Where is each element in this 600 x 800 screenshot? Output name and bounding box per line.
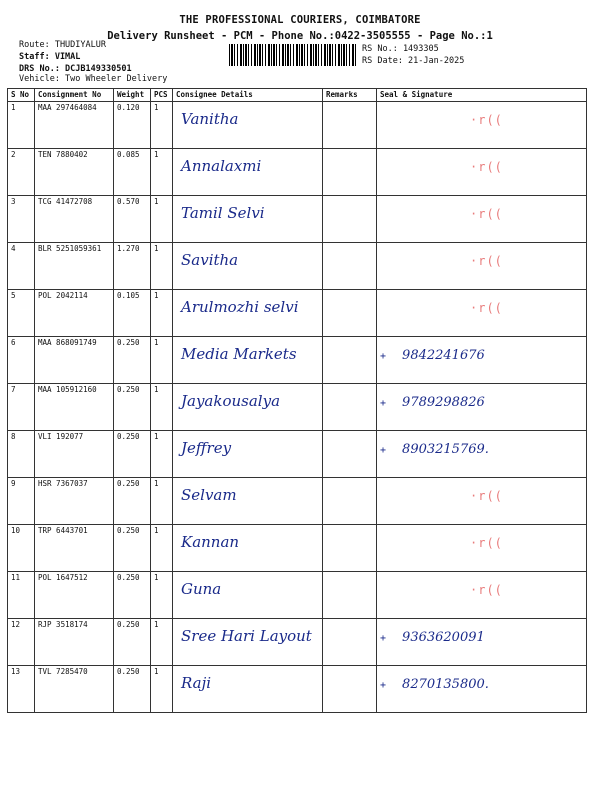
consignee-cell: Guna (173, 572, 323, 619)
staff-label: Staff: VIMAL (19, 52, 81, 62)
remarks-cell (323, 478, 377, 525)
seal-cell (377, 666, 587, 713)
col-seal: Seal & Signature (377, 89, 587, 102)
sno-cell: 10 (8, 525, 35, 572)
signature-phone: 8270135800. (402, 677, 489, 692)
col-consignee: Consignee Details (173, 89, 323, 102)
table-row (8, 619, 587, 666)
consignee-cell: Kannan (173, 525, 323, 572)
sno-cell: 4 (8, 243, 35, 290)
consignment-cell: MAA 297464084 (35, 102, 114, 149)
remarks-cell (323, 619, 377, 666)
tick-mark-icon: + (380, 445, 393, 456)
seal-stamp: ·r(( (470, 301, 503, 315)
seal-cell (377, 337, 587, 384)
sno-cell: 8 (8, 431, 35, 478)
table-row (8, 384, 587, 431)
seal-cell (377, 525, 587, 572)
pcs-cell: 1 (151, 431, 173, 478)
weight-cell: 0.250 (114, 384, 151, 431)
runsheet-table (7, 88, 587, 713)
table-row (8, 572, 587, 619)
table-row (8, 102, 587, 149)
pcs-cell: 1 (151, 478, 173, 525)
weight-cell: 0.250 (114, 478, 151, 525)
consignee-cell: Jeffrey (173, 431, 323, 478)
consignee-cell: Vanitha (173, 102, 323, 149)
seal-cell (377, 196, 587, 243)
consignment-cell: POL 1647512 (35, 572, 114, 619)
drs-number: DRS No.: DCJB149330501 (19, 64, 132, 74)
seal-stamp: ·r(( (470, 254, 503, 268)
seal-stamp: ·r(( (470, 536, 503, 550)
seal-stamp: ·r(( (470, 583, 503, 597)
pcs-cell: 1 (151, 525, 173, 572)
consignee-cell: Raji (173, 666, 323, 713)
table-row (8, 666, 587, 713)
weight-cell: 1.270 (114, 243, 151, 290)
table-header-row (8, 89, 587, 102)
table-row (8, 149, 587, 196)
table-row (8, 431, 587, 478)
seal-stamp: ·r(( (470, 160, 503, 174)
weight-cell: 0.085 (114, 149, 151, 196)
consignee-cell: Selvam (173, 478, 323, 525)
pcs-cell: 1 (151, 243, 173, 290)
barcode-image (229, 44, 356, 66)
seal-cell (377, 149, 587, 196)
pcs-cell: 1 (151, 572, 173, 619)
seal-cell (377, 572, 587, 619)
table-row (8, 196, 587, 243)
consignment-cell: MAA 868091749 (35, 337, 114, 384)
signature-phone: 9842241676 (402, 348, 485, 363)
weight-cell: 0.250 (114, 572, 151, 619)
seal-cell (377, 384, 587, 431)
weight-cell: 0.570 (114, 196, 151, 243)
pcs-cell: 1 (151, 666, 173, 713)
col-weight: Weight (114, 89, 151, 102)
seal-cell (377, 478, 587, 525)
weight-cell: 0.250 (114, 431, 151, 478)
col-sno: S No (8, 89, 35, 102)
consignment-cell: TCG 41472708 (35, 196, 114, 243)
sno-cell: 2 (8, 149, 35, 196)
sno-cell: 11 (8, 572, 35, 619)
remarks-cell (323, 525, 377, 572)
signature-phone: 8903215769. (402, 442, 489, 457)
col-consignment: Consignment No (35, 89, 114, 102)
sno-cell: 6 (8, 337, 35, 384)
table-row (8, 478, 587, 525)
col-remarks: Remarks (323, 89, 377, 102)
tick-mark-icon: + (380, 680, 393, 691)
sno-cell: 3 (8, 196, 35, 243)
vehicle-label: Vehicle: Two Wheeler Delivery (19, 74, 168, 84)
sno-cell: 13 (8, 666, 35, 713)
rs-number: RS No.: 1493305 (362, 44, 439, 54)
weight-cell: 0.250 (114, 337, 151, 384)
weight-cell: 0.105 (114, 290, 151, 337)
table-row (8, 525, 587, 572)
pcs-cell: 1 (151, 149, 173, 196)
seal-cell (377, 102, 587, 149)
weight-cell: 0.120 (114, 102, 151, 149)
seal-stamp: ·r(( (470, 113, 503, 127)
rs-date: RS Date: 21-Jan-2025 (362, 56, 465, 66)
tick-mark-icon: + (380, 351, 393, 362)
consignee-cell: Media Markets (173, 337, 323, 384)
consignment-cell: HSR 7367037 (35, 478, 114, 525)
remarks-cell (323, 384, 377, 431)
sno-cell: 9 (8, 478, 35, 525)
consignment-cell: MAA 105912160 (35, 384, 114, 431)
pcs-cell: 1 (151, 619, 173, 666)
pcs-cell: 1 (151, 102, 173, 149)
signature-phone: 9363620091 (402, 630, 485, 645)
consignee-cell: Tamil Selvi (173, 196, 323, 243)
consignee-cell: Savitha (173, 243, 323, 290)
tick-mark-icon: + (380, 398, 393, 409)
seal-cell (377, 290, 587, 337)
remarks-cell (323, 196, 377, 243)
pcs-cell: 1 (151, 290, 173, 337)
seal-cell (377, 619, 587, 666)
consignee-cell: Jayakousalya (173, 384, 323, 431)
seal-cell (377, 243, 587, 290)
company-title: THE PROFESSIONAL COURIERS, COIMBATORE (179, 14, 421, 26)
remarks-cell (323, 337, 377, 384)
consignment-cell: RJP 3518174 (35, 619, 114, 666)
route-label: Route: THUDIYALUR (19, 40, 106, 50)
tick-mark-icon: + (380, 633, 393, 644)
consignee-cell: Annalaxmi (173, 149, 323, 196)
sno-cell: 5 (8, 290, 35, 337)
consignment-cell: POL 2042114 (35, 290, 114, 337)
remarks-cell (323, 290, 377, 337)
remarks-cell (323, 102, 377, 149)
seal-stamp: ·r(( (470, 489, 503, 503)
table-row (8, 243, 587, 290)
col-pcs: PCS (151, 89, 173, 102)
consignment-cell: TVL 7285470 (35, 666, 114, 713)
runsheet-title: Delivery Runsheet - PCM - Phone No.:0422-3505555 - Page No.:1 (107, 30, 493, 42)
consignee-cell: Sree Hari Layout (173, 619, 323, 666)
sno-cell: 7 (8, 384, 35, 431)
remarks-cell (323, 243, 377, 290)
pcs-cell: 1 (151, 196, 173, 243)
signature-phone: 9789298826 (402, 395, 485, 410)
consignee-cell: Arulmozhi selvi (173, 290, 323, 337)
sno-cell: 1 (8, 102, 35, 149)
sno-cell: 12 (8, 619, 35, 666)
weight-cell: 0.250 (114, 666, 151, 713)
remarks-cell (323, 572, 377, 619)
remarks-cell (323, 666, 377, 713)
pcs-cell: 1 (151, 384, 173, 431)
weight-cell: 0.250 (114, 525, 151, 572)
consignment-cell: VLI 192077 (35, 431, 114, 478)
seal-stamp: ·r(( (470, 207, 503, 221)
consignment-cell: BLR 5251059361 (35, 243, 114, 290)
table-row (8, 290, 587, 337)
consignment-cell: TRP 6443701 (35, 525, 114, 572)
remarks-cell (323, 431, 377, 478)
seal-cell (377, 431, 587, 478)
table-row (8, 337, 587, 384)
consignment-cell: TEN 7880402 (35, 149, 114, 196)
remarks-cell (323, 149, 377, 196)
pcs-cell: 1 (151, 337, 173, 384)
weight-cell: 0.250 (114, 619, 151, 666)
